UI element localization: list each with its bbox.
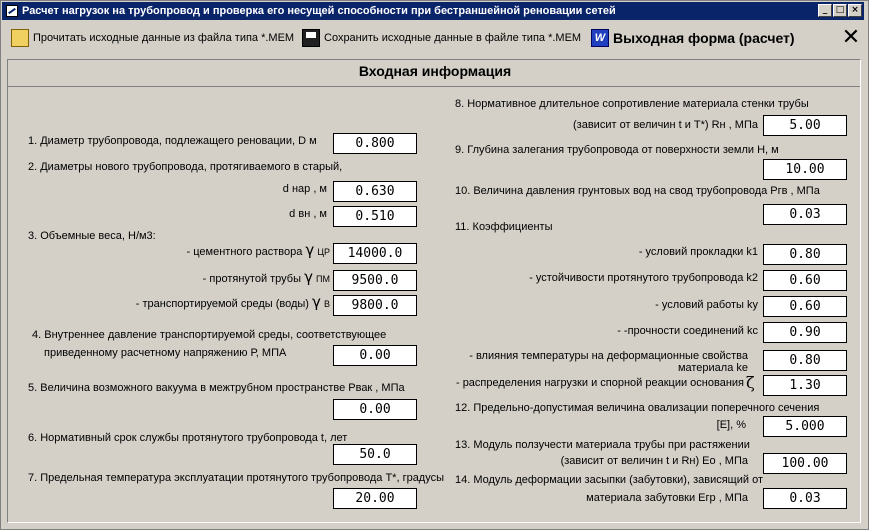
p3-pipe-input[interactable]: 9500.0 (333, 270, 417, 291)
p6-label: 6. Нормативный срок службы протянутого трубопровода t, лет (28, 432, 348, 444)
p11-zeta-input[interactable]: 1.30 (763, 375, 847, 396)
p4-pressure-input[interactable]: 0.00 (333, 345, 417, 366)
save-file-label: Сохранить исходные данные в файле типа *.MEM (324, 32, 582, 44)
section-heading: Входная информация (358, 63, 512, 79)
pipe-text: - протянутой трубы (202, 273, 302, 285)
window-title: Расчет нагрузок на трубопровод и проверка его несущей способности при бестраншейной реновации сетей (22, 5, 616, 17)
cement-text: - цементного раствора (186, 246, 303, 258)
toolbar (2, 21, 867, 59)
p11-ke-input[interactable]: 0.80 (763, 350, 847, 371)
open-folder-icon (11, 29, 29, 47)
p8-label-line1: 8. Нормативное длительное сопротивление материала стенки трубы (455, 98, 809, 110)
output-form-label: Выходная форма (расчет) (613, 30, 795, 46)
title-bar[interactable] (2, 2, 864, 20)
p8-label-line2: (зависит от величин t и Т*) Rн , МПа (573, 119, 758, 131)
p14-label-line2: материала забутовки Егр , МПа (586, 492, 748, 504)
window-close-button[interactable]: × (848, 4, 862, 17)
cement-subscript: ЦР (317, 247, 330, 257)
p11-ky-label: - условий работы kу (655, 299, 758, 311)
p9-depth-input[interactable]: 10.00 (763, 159, 847, 180)
p12-label-line1: 12. Предельно-допустимая величина овализации поперечного сечения (455, 402, 820, 414)
p10-label: 10. Величина давления грунтовых вод на свод трубопровода Ргв , МПа (455, 185, 820, 197)
p2-label: 2. Диаметры нового трубопровода, протягиваемого в старый, (28, 161, 343, 173)
p2-dnar-label: d нар , м (282, 183, 327, 195)
p10-groundwater-input[interactable]: 0.03 (763, 204, 847, 225)
gamma-symbol: γ (304, 268, 313, 286)
p3-medium-label (68, 293, 330, 311)
p1-diameter-input[interactable]: 0.800 (333, 133, 417, 154)
p13-label-line2: (зависит от величин t и Rн) Ео , МПа (560, 455, 748, 467)
p3-label: 3. Объемные веса, Н/м3: (28, 230, 156, 242)
p8-resistance-input[interactable]: 5.00 (763, 115, 847, 136)
p11-k1-input[interactable]: 0.80 (763, 244, 847, 265)
read-file-button[interactable] (11, 25, 294, 51)
p12-ovalization-input[interactable]: 5.000 (763, 416, 847, 437)
zeta-symbol: ζ (746, 373, 755, 392)
pipe-subscript: ПМ (316, 274, 330, 284)
p7-temperature-input[interactable]: 20.00 (333, 488, 417, 509)
p11-kc-input[interactable]: 0.90 (763, 322, 847, 343)
p7-label: 7. Предельная температура эксплуатации протянутого трубопровода Т*, градусы (28, 472, 445, 484)
medium-text: - транспортируемой среды (воды) (135, 298, 309, 310)
p14-backfill-modulus-input[interactable]: 0.03 (763, 488, 847, 509)
p3-cement-input[interactable]: 14000.0 (333, 243, 417, 264)
p11-zeta-label: - распределения нагрузки и спорной реакции основания (455, 377, 744, 389)
read-file-label: Прочитать исходные данные из файла типа *.MEM (33, 32, 295, 44)
gamma-symbol: γ (305, 241, 315, 259)
app-icon[interactable] (6, 5, 18, 17)
minimize-button[interactable]: _ (818, 4, 832, 17)
p2-dvn-label: d вн , м (289, 208, 327, 220)
p5-vacuum-input[interactable]: 0.00 (333, 399, 417, 420)
p3-cement-label (68, 241, 330, 259)
p11-ky-input[interactable]: 0.60 (763, 296, 847, 317)
heading-divider (8, 86, 860, 87)
p2-dvn-input[interactable]: 0.510 (333, 206, 417, 227)
output-form-button[interactable] (591, 25, 795, 51)
gamma-symbol: γ (312, 293, 321, 311)
close-icon[interactable]: ✕ (841, 25, 861, 50)
p4-label-line1: 4. Внутреннее давление транспортируемой среды, соответствующее (32, 329, 387, 341)
p4-label-line2: приведенному расчетному напряжению Р, МПА (44, 347, 287, 359)
p13-label-line1: 13. Модуль ползучести материала трубы при растяжении (455, 439, 750, 451)
p9-label: 9. Глубина залегания трубопровода от поверхности земли Н, м (455, 144, 779, 156)
p14-label-line1: 14. Модуль деформации засыпки (забутовки), зависящий от (455, 474, 763, 486)
p13-creep-modulus-input[interactable]: 100.00 (763, 453, 847, 474)
medium-subscript: В (323, 299, 330, 309)
p11-ke-label-line2: материала kе (677, 362, 748, 374)
p2-dnar-input[interactable]: 0.630 (333, 181, 417, 202)
maximize-button[interactable]: □ (833, 4, 847, 17)
save-file-button[interactable] (302, 25, 581, 51)
p5-label: 5. Величина возможного вакуума в межтрубном пространстве Рвак , МПа (28, 382, 405, 394)
p11-kc-label: - -прочности соединений kс (617, 325, 758, 337)
p11-k2-label: - устойчивости протянутого трубопровода k2 (529, 272, 758, 284)
p11-label: 11. Коэффициенты (455, 221, 553, 233)
p3-medium-input[interactable]: 9800.0 (333, 295, 417, 316)
floppy-disk-icon (302, 29, 320, 47)
input-panel (7, 59, 861, 523)
word-document-icon: W (591, 29, 609, 47)
p11-ke-label-line1: - влияния температуры на деформационные свойства (469, 350, 748, 362)
p3-pipe-label (68, 268, 330, 286)
p11-k2-input[interactable]: 0.60 (763, 270, 847, 291)
p11-k1-label: - условий прокладки k1 (638, 246, 758, 258)
p1-label: 1. Диаметр трубопровода, подлежащего реновации, D м (28, 135, 317, 147)
p6-lifetime-input[interactable]: 50.0 (333, 444, 417, 465)
p12-label-line2: [E], % (716, 419, 746, 431)
